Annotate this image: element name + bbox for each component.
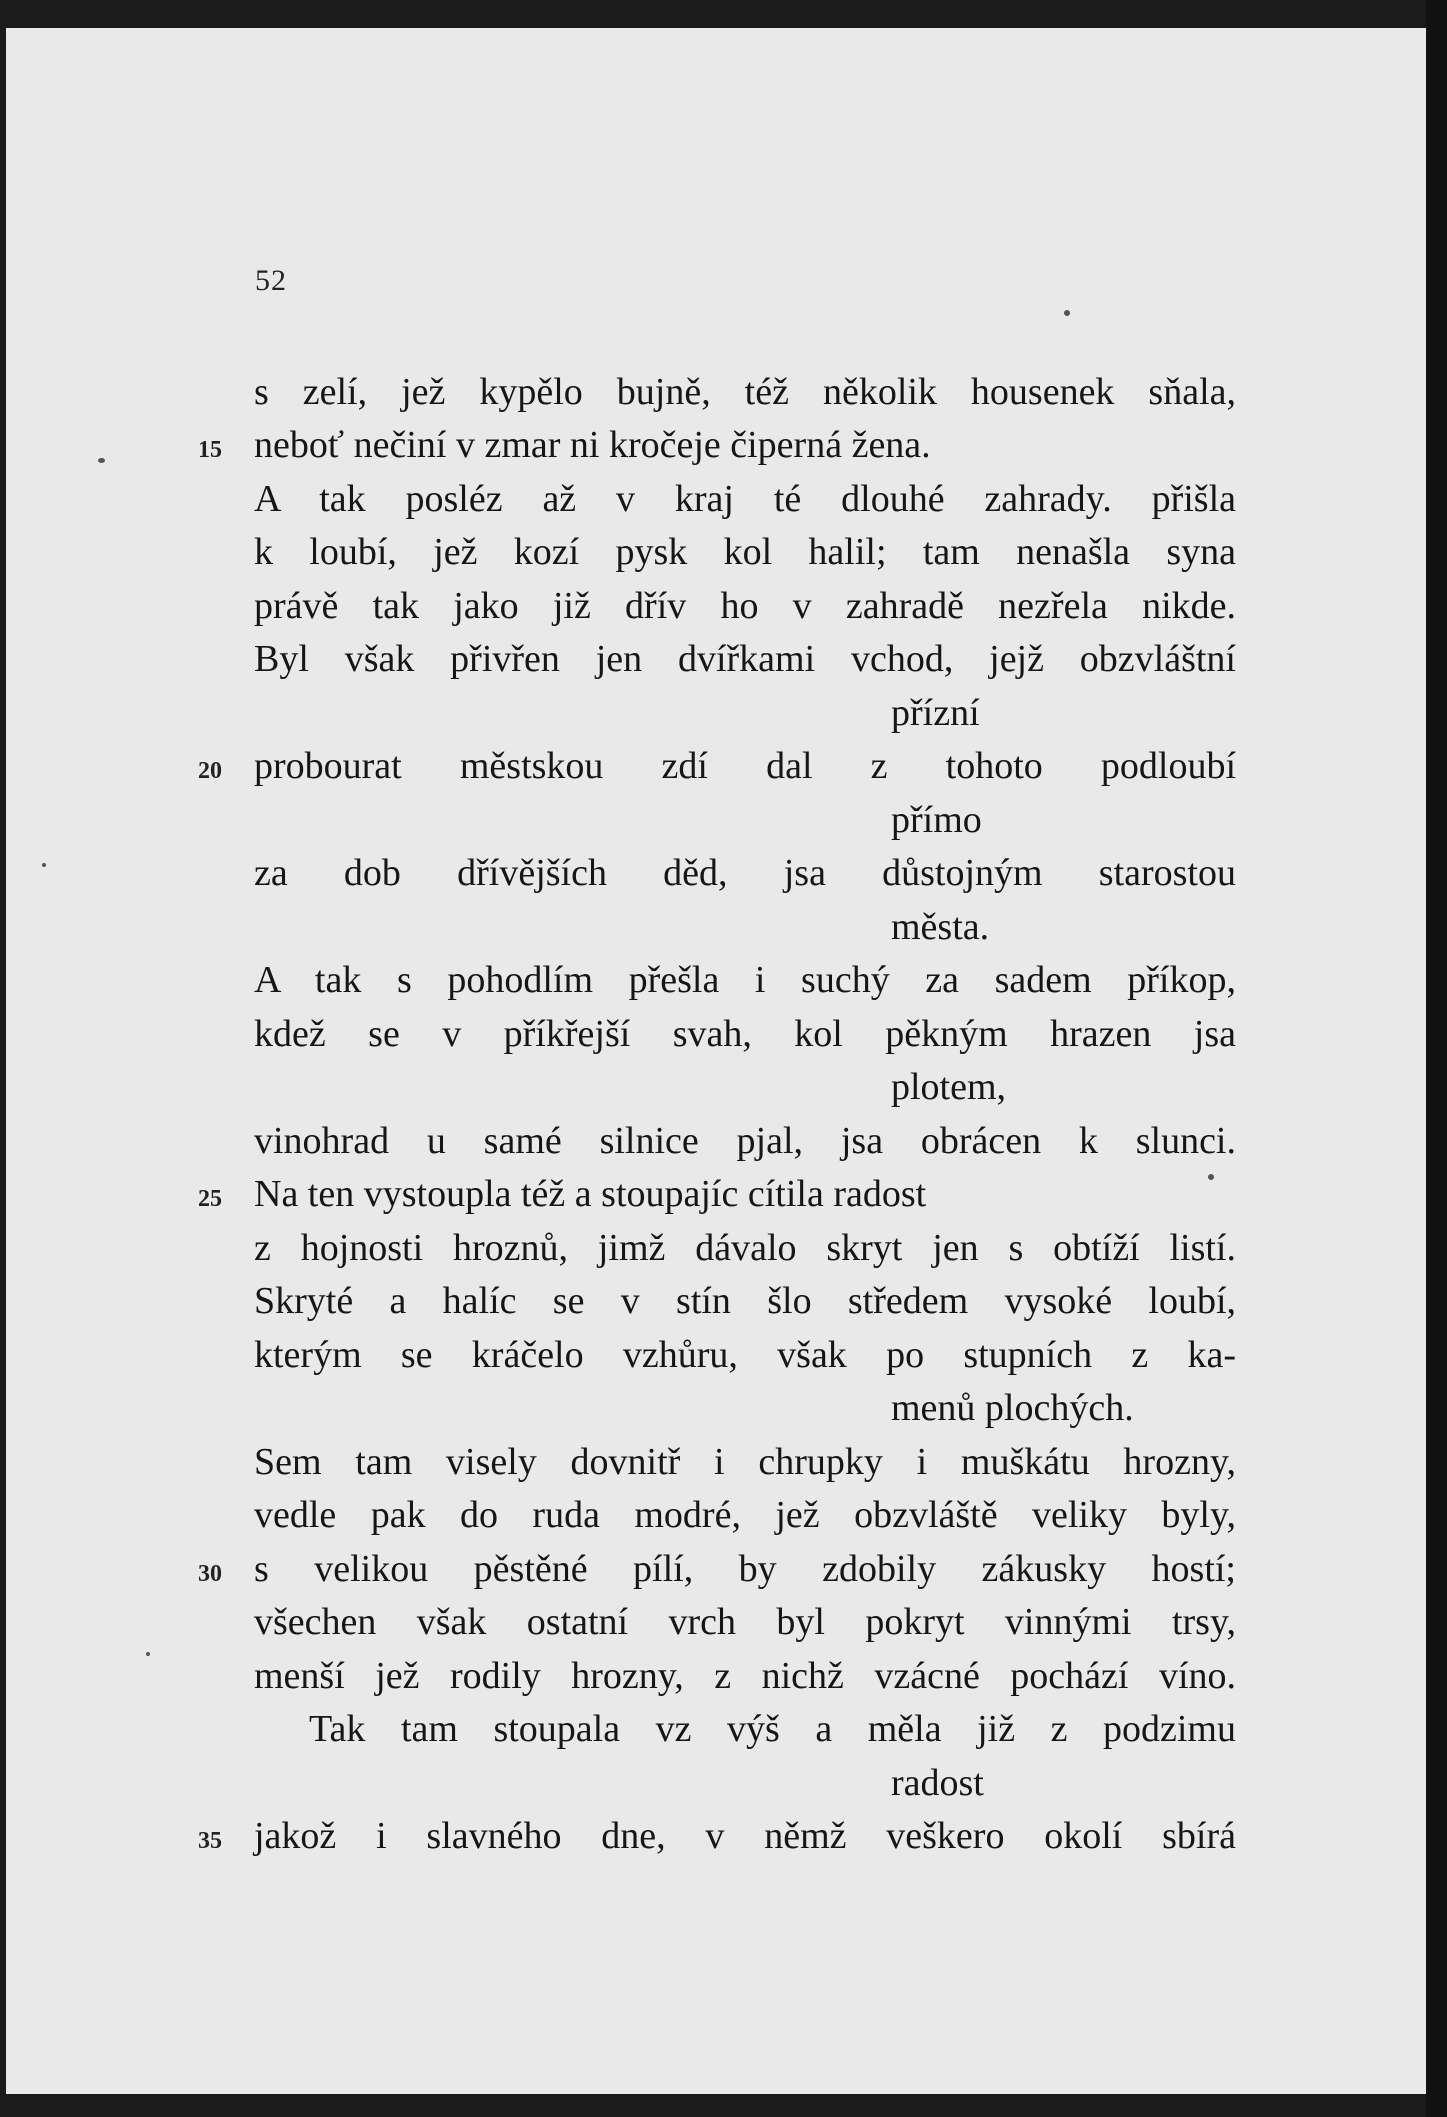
text-line	[6, 905, 1426, 957]
line-text: probourat městskou zdí dal z tohoto podloubí	[254, 745, 1236, 787]
line-number: 30	[198, 1561, 222, 1587]
dust-speck	[146, 1652, 150, 1656]
line-text: Sem tam visely dovnitř i chrupky i muškátu hrozny,	[254, 1441, 1236, 1483]
text-line	[6, 1440, 1426, 1492]
text-line	[6, 1814, 1426, 1866]
text-line	[6, 1279, 1426, 1331]
text-line	[6, 530, 1426, 582]
line-text: Tak tam stoupala vz výš a měla již z podzimu	[309, 1708, 1236, 1750]
text-line	[6, 851, 1426, 903]
text-line	[6, 1333, 1426, 1385]
text-line	[6, 1707, 1426, 1759]
line-number: 15	[198, 437, 222, 463]
line-text: A tak s pohodlím přešla i suchý za sadem příkop,	[254, 959, 1236, 1001]
text-line	[6, 1012, 1426, 1064]
line-text: všechen však ostatní vrch byl pokryt vinnými trsy,	[254, 1601, 1236, 1643]
text-line	[6, 637, 1426, 689]
dust-speck	[1064, 310, 1070, 316]
text-line	[6, 1761, 1426, 1813]
text-line	[6, 1065, 1426, 1117]
line-text: s velikou pěstěné pílí, by zdobily zákusky hostí;	[254, 1548, 1236, 1590]
line-number: 25	[198, 1186, 222, 1212]
text-line	[6, 584, 1426, 636]
line-text: vedle pak do ruda modré, jež obzvláště veliky byly,	[254, 1494, 1236, 1536]
line-text: radost	[891, 1762, 984, 1804]
line-text: přímo	[891, 799, 982, 841]
line-text: města.	[891, 906, 990, 948]
line-text: přízní	[891, 692, 980, 734]
line-text: z hojnosti hroznů, jimž dávalo skryt jen s obtíží listí.	[254, 1227, 1236, 1269]
line-text: za dob dřívějších děd, jsa důstojným starostou	[254, 852, 1236, 894]
dust-speck	[1208, 1174, 1214, 1180]
text-line	[6, 744, 1426, 796]
line-text: A tak posléz až v kraj té dlouhé zahrady. přišla	[254, 478, 1236, 520]
line-text: plotem,	[891, 1066, 1007, 1108]
line-text: k loubí, jež kozí pysk kol halil; tam nenašla syna	[254, 531, 1236, 573]
text-line	[6, 691, 1426, 743]
dust-speck	[42, 863, 46, 867]
line-text: Byl však přivřen jen dvířkami vchod, jejž obzvláštní	[254, 638, 1236, 680]
line-text: menů plochých.	[891, 1387, 1134, 1429]
text-line	[6, 370, 1426, 422]
text-line	[6, 1600, 1426, 1652]
line-text: právě tak jako již dřív ho v zahradě nezřela nikde.	[254, 585, 1236, 627]
scan-edge	[1426, 0, 1447, 2117]
line-text: menší jež rodily hrozny, z nichž vzácné pochází víno.	[254, 1655, 1236, 1697]
text-line	[6, 1547, 1426, 1599]
text-line	[6, 1226, 1426, 1278]
line-text: vinohrad u samé silnice pjal, jsa obrácen k slunci.	[254, 1120, 1236, 1162]
text-line	[6, 1493, 1426, 1545]
line-number: 20	[198, 758, 222, 784]
page-number: 52	[255, 264, 287, 297]
text-line	[6, 958, 1426, 1010]
line-text: neboť nečiní v zmar ni kročeje čiperná žena.	[254, 424, 931, 466]
line-text: Skryté a halíc se v stín šlo středem vysoké loubí,	[254, 1280, 1236, 1322]
text-line	[6, 1172, 1426, 1224]
text-line	[6, 477, 1426, 529]
line-text: Na ten vystoupla též a stoupajíc cítila radost	[254, 1173, 927, 1215]
line-text: kdež se v příkřejší svah, kol pěkným hrazen jsa	[254, 1013, 1236, 1055]
line-text: jakož i slavného dne, v němž veškero okolí sbírá	[254, 1815, 1236, 1857]
text-line	[6, 423, 1426, 475]
text-line	[6, 1654, 1426, 1706]
text-line	[6, 798, 1426, 850]
text-line	[6, 1119, 1426, 1171]
line-text: s zelí, jež kypělo bujně, též několik housenek sňala,	[254, 371, 1236, 413]
dust-speck	[98, 458, 105, 463]
line-number: 35	[198, 1828, 222, 1854]
text-line	[6, 1386, 1426, 1438]
line-text: kterým se kráčelo vzhůru, však po stupních z ka-	[254, 1334, 1236, 1376]
book-page	[6, 28, 1426, 2094]
